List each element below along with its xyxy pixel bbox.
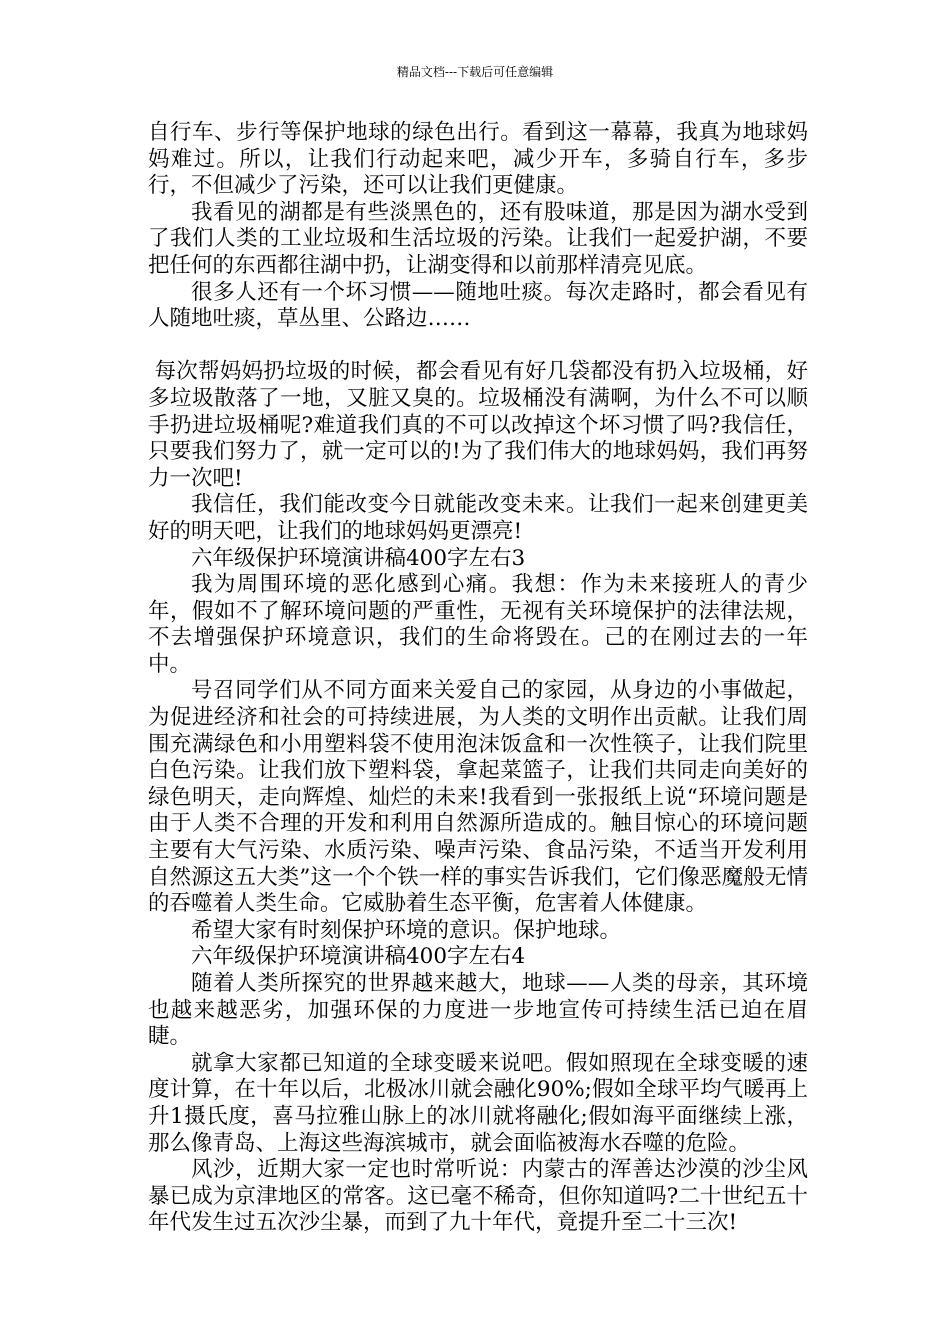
paragraph: 希望大家有时刻保护环境的意识。保护地球。 [191,917,622,943]
paragraph: 我看见的湖都是有些淡黑色的，还有股味道，那是因为湖水受到了我们人类的工业垃圾和生活垃圾的污染。让我们一起爱护湖，不要把任何的东西都往湖中扔，让湖变得和以前那样清亮见底。 [148,199,808,278]
paragraph: 就拿大家都已知道的全球变暖来说吧。假如照现在全球变暖的速度计算，在十年以后，北极冰川就会融化90%;假如全球平均气暖再上升1摄氏度，喜马拉雅山脉上的冰川就将融化;假如海平面继续上涨，那么像青岛、上海这些海滨城市，就会面临被海水吞噬的危险。 [148,1050,808,1156]
document-body [148,120,808,1237]
paragraph: 我为周围环境的恶化感到心痛。我想：作为未来接班人的青少年，假如不了解环境问题的严重性，无视有关环境保护的法律法规，不去增强保护环境意识，我们的生命将毁在。己的在刚过去的一年中。 [148,572,808,677]
paragraph: 随着人类所探究的世界越来越大，地球——人类的母亲，其环境也越来越恶劣，加强环保的力度进一步地宣传可持续生活已迫在眉睫。 [148,971,808,1050]
paragraph: 很多人还有一个坏习惯——随地吐痰。每次走路时，都会看见有人随地吐痰，草丛里、公路边…… [148,279,808,332]
paragraph: 自行车、步行等保护地球的绿色出行。看到这一幕幕，我真为地球妈妈难过。所以，让我们行动起来吧，减少开车，多骑自行车，多步行，不但减少了污染，还可以让我们更健康。 [148,120,808,199]
paragraph: 每次帮妈妈扔垃圾的时候，都会看见有好几袋都没有扔入垃圾桶，好多垃圾散落了一地，又脏又臭的。垃圾桶没有满啊，为什么不可以顺手扔进垃圾桶呢?难道我们真的不可以改掉这个坏习惯了吗?我信任，只要我们努力了，就一定可以的!为了我们伟大的地球妈妈，我们再努力一次吧! [148,359,808,491]
section-heading: 六年级保护环境演讲稿400字左右3 [191,545,526,571]
section-heading: 六年级保护环境演讲稿400字左右4 [191,944,526,970]
paragraph: 号召同学们从不同方面来关爱自己的家园，从身边的小事做起，为促进经济和社会的可持续进展，为人类的文明作出贡献。让我们周围充满绿色和小用塑料袋不使用泡沫饭盒和一次性筷子，让我们院里白色污染。让我们放下塑料袋，拿起菜篮子，让我们共同走向美好的绿色明天，走向辉煌、灿烂的未来!我看到一张报纸上说“环境问题是由于人类不合理的开发和利用自然源所造成的。触目惊心的环境问题主要有大气污染、水质污染、噪声污染、食品污染，不适当开发利用自然源这五大类”这一个个铁一样的事实告诉我们，它们像恶魔般无情的吞噬着人类生命。它威胁着生态平衡，危害着人体健康。 [148,678,808,917]
paragraph: 我信任，我们能改变今日就能改变未来。让我们一起来创建更美好的明天吧，让我们的地球妈妈更漂亮! [148,492,808,544]
paragraph: 风沙，近期大家一定也时常听说：内蒙古的浑善达沙漠的沙尘风暴已成为京津地区的常客。这已毫不稀奇，但你知道吗?二十世纪五十年代发生过五次沙尘暴，而到了九十年代，竟提升至二十三次! [148,1157,808,1236]
page-header: 精品文档---下载后可任意编辑 [396,65,554,79]
